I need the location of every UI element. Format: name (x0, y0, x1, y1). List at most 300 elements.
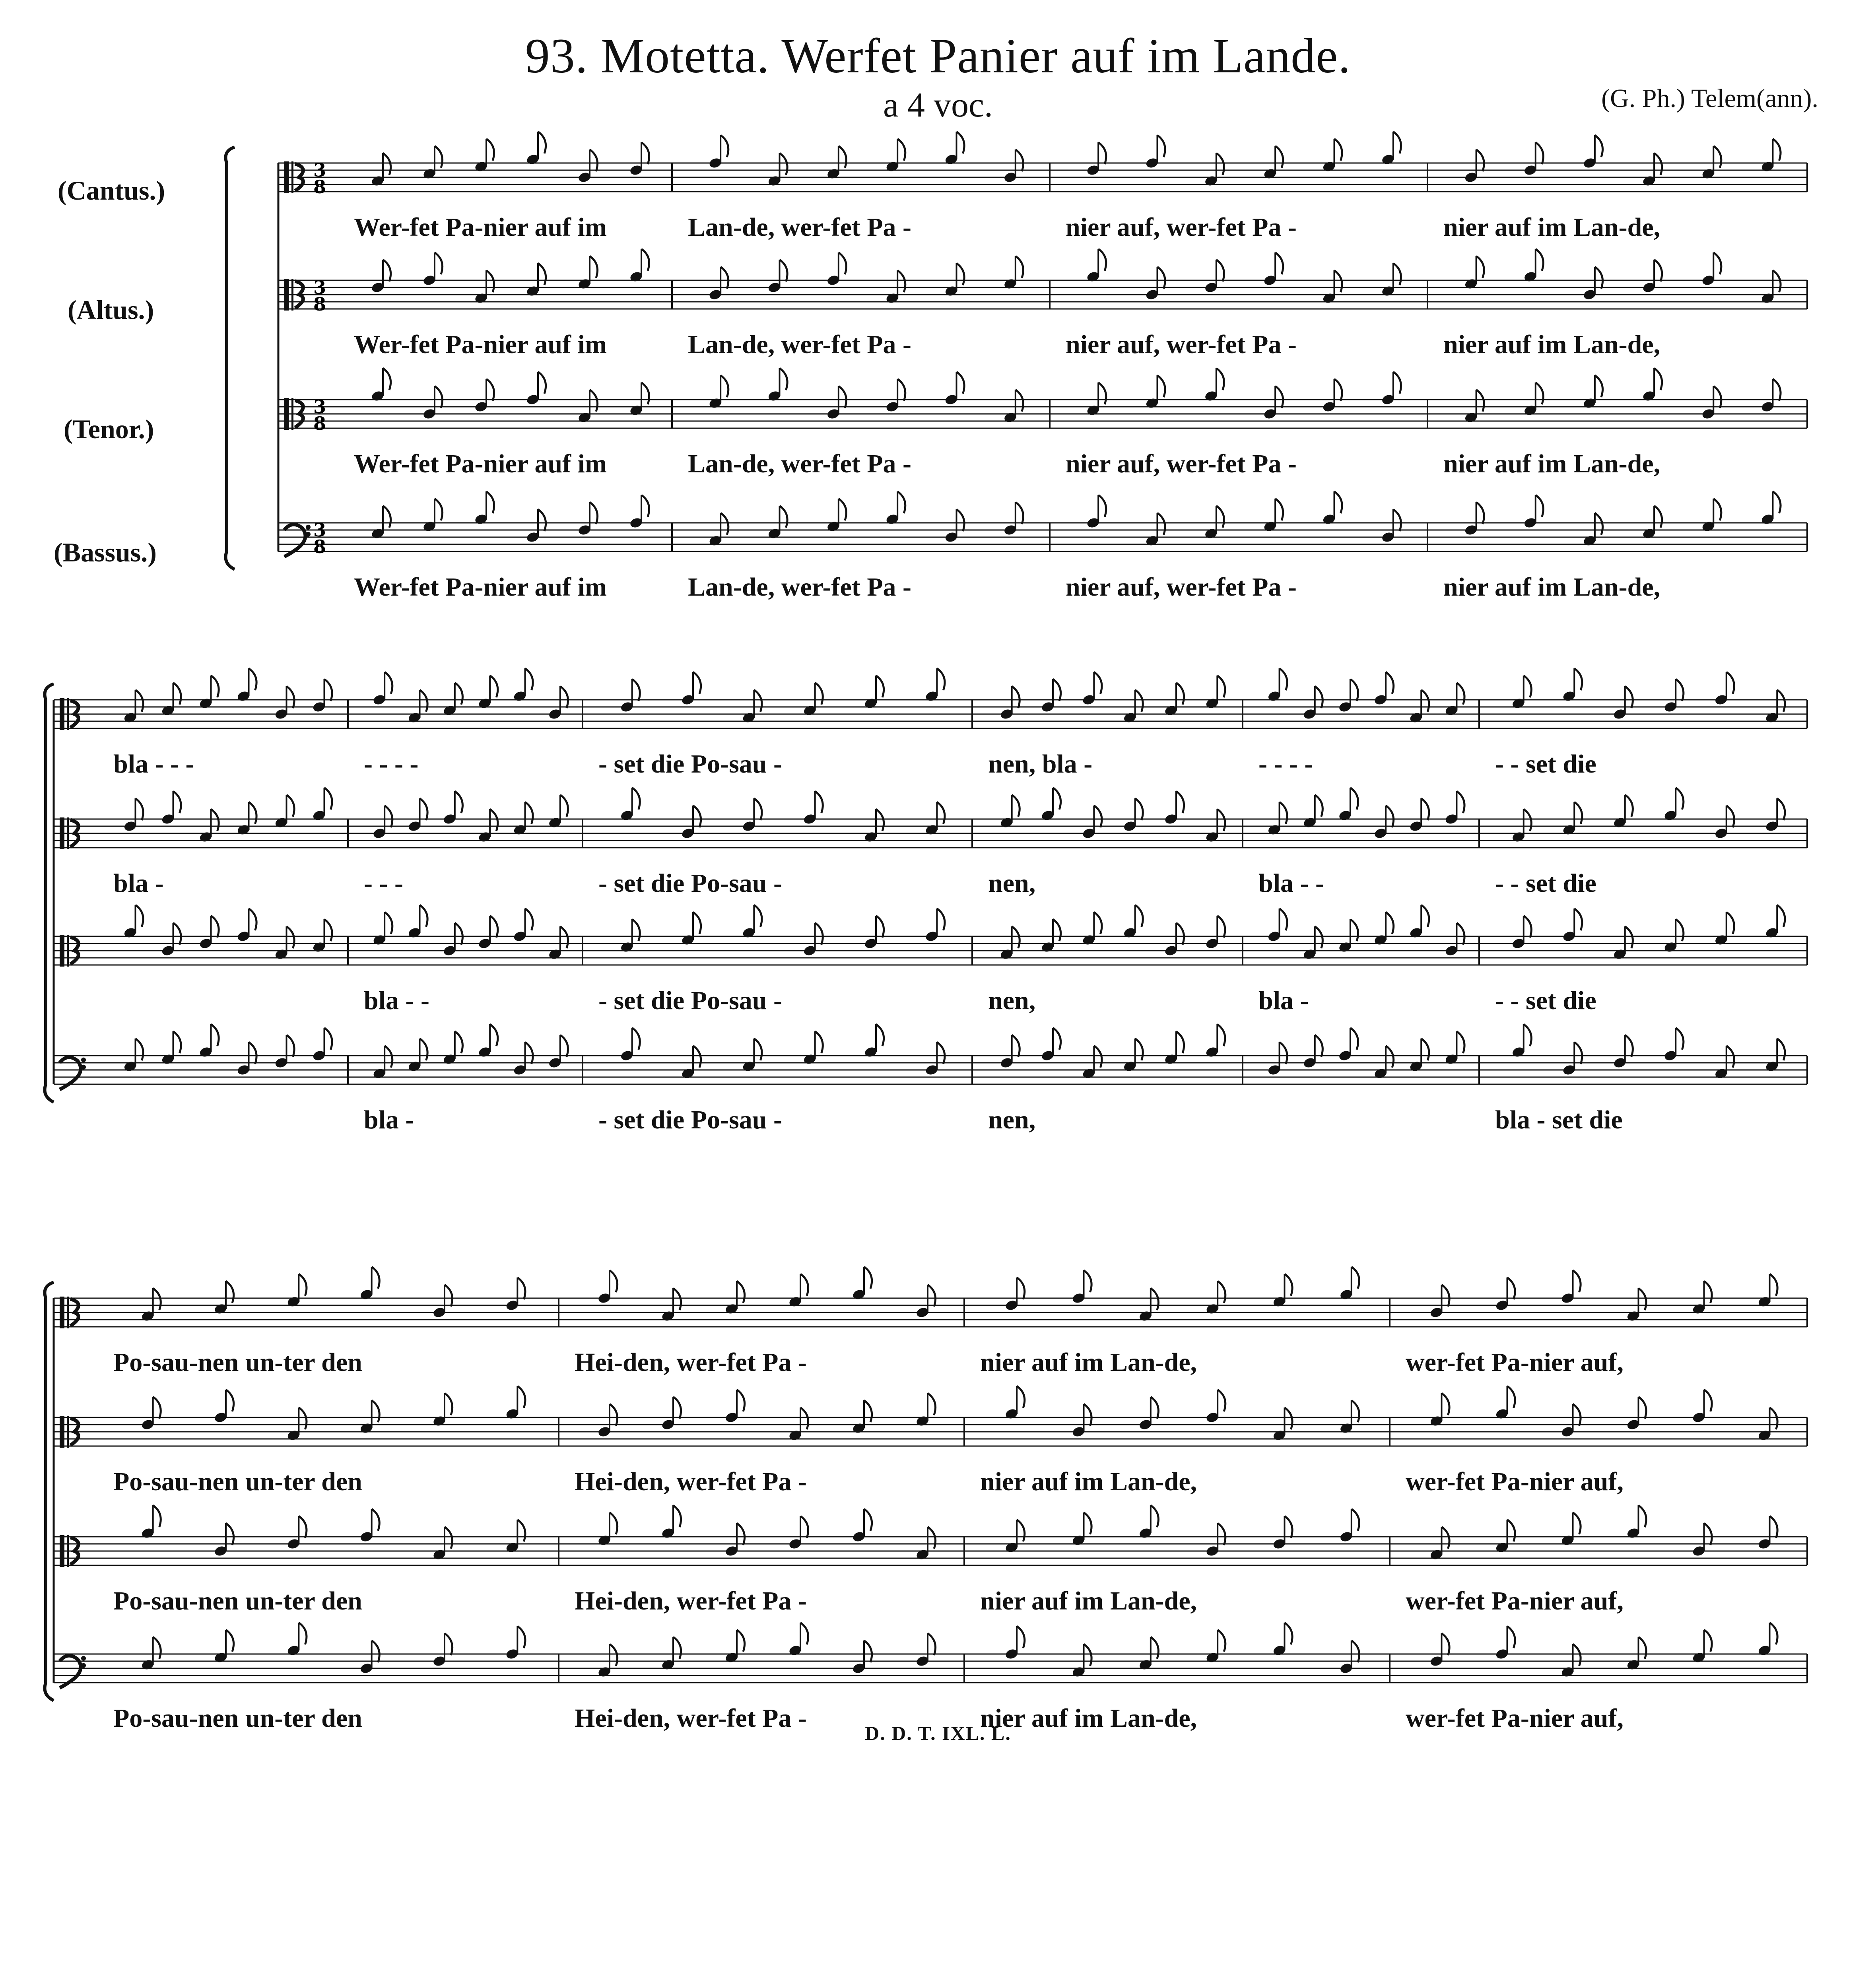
note-flag (1053, 1028, 1061, 1050)
note-flag (1595, 513, 1603, 535)
lyric-syllables: Wer-fet Pa-nier auf im (354, 330, 607, 359)
note-flag (754, 1039, 762, 1060)
note-flag (249, 802, 257, 824)
note-flag (1098, 142, 1106, 164)
note-flag (1098, 382, 1106, 404)
note-flag (1536, 382, 1544, 404)
note-flag (864, 1400, 872, 1422)
lyric-syllables: nier auf im Lan-de, (1443, 213, 1660, 242)
note-flag (383, 260, 391, 282)
note-flag (1457, 923, 1464, 945)
note-flag (525, 802, 533, 824)
lyric-syllables: Lan-de, wer-fet Pa - (688, 573, 912, 602)
c-clef-icon (60, 698, 64, 730)
note-flag (1352, 1400, 1359, 1422)
c-clef-icon (67, 817, 69, 849)
lyric-syllables: - set die Po-sau - (598, 1105, 782, 1134)
note-flag (1421, 905, 1429, 927)
note-flag (928, 1285, 936, 1307)
note-flag (1770, 1623, 1778, 1644)
note-flag (1334, 139, 1342, 161)
f-clef-dot (81, 1065, 86, 1070)
lyric-syllables: Hei-den, wer-fet Pa - (575, 1704, 807, 1733)
note-flag (1704, 1281, 1712, 1303)
note-flag (1350, 679, 1358, 701)
note-flag (1536, 142, 1544, 164)
time-signature-denominator: 8 (313, 176, 326, 198)
note-flag (1574, 668, 1582, 690)
note-flag (525, 909, 533, 930)
note-flag (287, 795, 295, 817)
lyric-syllables: nier auf, wer-fet Pa - (1066, 330, 1297, 359)
note-flag (815, 1031, 823, 1053)
note-flag (673, 1397, 681, 1419)
lyric-syllables: nier auf im Lan-de, (1443, 449, 1660, 478)
note-flag (1393, 509, 1401, 531)
note-flag (1157, 267, 1165, 289)
lyric-syllables: nen, bla - (988, 749, 1093, 779)
note-flag (1053, 919, 1061, 941)
note-flag (1536, 495, 1544, 517)
note-flag (1012, 686, 1020, 708)
note-flag (1457, 683, 1464, 705)
lyric-syllables: nier auf im Lan-de, (980, 1467, 1197, 1496)
note-flag (1216, 153, 1224, 175)
note-flag (1442, 1527, 1450, 1549)
note-flag (737, 1523, 745, 1545)
c-clef-icon (60, 1297, 64, 1328)
note-flag (1157, 513, 1165, 535)
note-flag (641, 382, 649, 404)
note-flag (800, 1516, 808, 1538)
note-flag (1573, 1404, 1581, 1426)
note-flag (1654, 506, 1662, 528)
note-flag (1350, 1028, 1358, 1050)
note-flag (1084, 1404, 1092, 1426)
note-flag (226, 1390, 234, 1411)
note-flag (1017, 1626, 1025, 1648)
note-flag (1053, 788, 1061, 810)
note-flag (173, 791, 181, 813)
note-flag (1098, 249, 1106, 271)
c-clef-icon (67, 1535, 69, 1567)
note-flag (673, 1505, 681, 1527)
note-flag (1386, 672, 1394, 694)
note-flag (1151, 1505, 1159, 1527)
lyric-syllables: nier auf, wer-fet Pa - (1066, 213, 1297, 242)
lyric-syllables: - - - (364, 869, 403, 898)
note-flag (1457, 1031, 1464, 1053)
lyric-syllables: bla - - (1258, 869, 1324, 898)
note-flag (1217, 916, 1225, 938)
lyric-syllables: wer-fet Pa-nier auf, (1406, 1586, 1624, 1615)
note-flag (1280, 802, 1288, 824)
time-signature-denominator: 8 (313, 293, 326, 315)
note-flag (1135, 798, 1143, 820)
note-flag (1017, 1520, 1025, 1541)
note-flag (1016, 256, 1023, 278)
note-flag (385, 1046, 392, 1068)
note-flag (673, 1637, 681, 1659)
note-flag (1770, 1516, 1778, 1538)
note-flag (1676, 788, 1684, 810)
note-flag (720, 375, 728, 397)
note-flag (1135, 1039, 1143, 1060)
note-flag (1639, 1505, 1647, 1527)
lyric-syllables: nen, (988, 1105, 1036, 1134)
note-flag (1176, 923, 1184, 945)
composer-attribution: (G. Ph.) Telem(ann). (1601, 84, 1818, 113)
note-flag (153, 1637, 161, 1659)
note-flag (1777, 905, 1785, 927)
note-flag (1352, 1267, 1359, 1289)
note-flag (1217, 809, 1225, 831)
lyric-syllables: nier auf im Lan-de, (980, 1586, 1197, 1615)
note-flag (372, 1267, 380, 1289)
note-flag (800, 1623, 808, 1644)
note-flag (1573, 1270, 1581, 1292)
note-flag (610, 1512, 618, 1534)
note-flag (780, 260, 788, 282)
note-flag (1350, 919, 1358, 941)
note-flag (1713, 146, 1721, 168)
f-clef-dot (306, 525, 311, 530)
lyric-syllables: - - set die (1495, 869, 1596, 898)
lyric-syllables: - - set die (1495, 986, 1596, 1015)
note-flag (1386, 912, 1394, 934)
note-flag (1676, 1028, 1684, 1050)
note-flag (1476, 390, 1484, 412)
note-flag (211, 809, 219, 831)
note-flag (1094, 672, 1102, 694)
note-flag (435, 386, 443, 408)
note-flag (957, 263, 965, 285)
note-flag (560, 795, 568, 817)
note-flag (136, 1039, 144, 1060)
lyric-syllables: wer-fet Pa-nier auf, (1406, 1467, 1624, 1496)
note-flag (385, 672, 392, 694)
note-flag (1285, 1274, 1293, 1296)
note-flag (445, 1393, 452, 1415)
note-flag (173, 923, 181, 945)
f-clef-dot (306, 532, 311, 537)
note-flag (324, 788, 332, 810)
c-clef-icon (67, 698, 69, 730)
note-flag (1524, 916, 1532, 938)
note-flag (324, 1028, 332, 1050)
note-flag (1773, 491, 1781, 513)
note-flag (1053, 679, 1061, 701)
lyric-syllables: bla - (113, 869, 164, 898)
lyric-syllables: Hei-den, wer-fet Pa - (575, 1586, 807, 1615)
note-flag (1639, 1397, 1647, 1419)
note-flag (1704, 1390, 1712, 1411)
note-flag (1094, 1046, 1102, 1068)
c-clef-icon (284, 161, 289, 193)
note-flag (560, 1035, 568, 1057)
note-flag (1676, 919, 1684, 941)
note-flag (1595, 375, 1603, 397)
note-flag (839, 252, 847, 274)
note-flag (1704, 1630, 1712, 1652)
c-clef-icon (67, 935, 69, 967)
note-flag (864, 1267, 872, 1289)
note-flag (641, 249, 649, 271)
note-flag (1094, 912, 1102, 934)
note-flag (249, 668, 257, 690)
note-flag (1639, 1288, 1647, 1310)
note-flag (1676, 679, 1684, 701)
note-flag (720, 267, 728, 289)
voice-label-bassus: (Bassus.) (54, 537, 157, 567)
note-flag (1777, 690, 1785, 712)
voice-label-altus: (Altus.) (68, 295, 154, 325)
note-flag (641, 495, 649, 517)
note-flag (1350, 788, 1358, 810)
note-flag (153, 1505, 161, 1527)
note-flag (455, 1031, 463, 1053)
note-flag (800, 1408, 808, 1429)
note-flag (1536, 249, 1544, 271)
note-flag (383, 506, 391, 528)
note-flag (435, 499, 443, 520)
lyric-syllables: Wer-fet Pa-nier auf im (354, 573, 607, 602)
note-flag (693, 1046, 701, 1068)
time-signature-denominator: 8 (313, 536, 326, 557)
note-flag (632, 788, 640, 810)
note-flag (876, 1024, 884, 1046)
note-flag (486, 270, 494, 292)
note-flag (1285, 1623, 1293, 1644)
note-flag (1285, 1408, 1293, 1429)
lyric-syllables: - - - - (1258, 749, 1313, 779)
note-flag (864, 1640, 872, 1662)
note-flag (1012, 926, 1020, 948)
note-flag (1285, 1516, 1293, 1538)
f-clef-dot (81, 1058, 86, 1062)
note-flag (538, 132, 546, 153)
page-footer: D. D. T. IXL. L. (865, 1722, 1011, 1744)
note-flag (1084, 1512, 1092, 1534)
note-flag (383, 368, 391, 390)
note-flag (211, 1024, 219, 1046)
note-flag (1094, 806, 1102, 827)
note-flag (1216, 506, 1224, 528)
note-flag (1135, 905, 1143, 927)
note-flag (1524, 676, 1532, 697)
note-flag (490, 676, 498, 697)
note-flag (1275, 386, 1283, 408)
c-clef-icon (60, 1416, 64, 1448)
lyric-syllables: Po-sau-nen un-ter den (113, 1348, 362, 1377)
note-flag (445, 1285, 452, 1307)
note-flag (1524, 1024, 1532, 1046)
note-flag (1595, 267, 1603, 289)
note-flag (1476, 256, 1484, 278)
note-flag (538, 372, 546, 394)
lyric-syllables: bla - - (364, 986, 429, 1015)
note-flag (211, 676, 219, 697)
note-flag (173, 1031, 181, 1053)
note-flag (1573, 1644, 1581, 1666)
note-flag (299, 1274, 307, 1296)
f-clef-dot (81, 1663, 86, 1668)
note-flag (517, 1520, 525, 1541)
note-flag (383, 153, 391, 175)
note-flag (1218, 1281, 1225, 1303)
time-signature-numerator: 3 (313, 277, 326, 298)
note-flag (1713, 252, 1721, 274)
note-flag (1507, 1386, 1515, 1408)
lyric-syllables: nen, (988, 986, 1036, 1015)
note-flag (1352, 1509, 1359, 1531)
system-bracket (226, 147, 235, 569)
note-flag (1777, 1039, 1785, 1060)
note-flag (490, 916, 498, 938)
note-flag (385, 912, 392, 934)
note-flag (737, 1281, 745, 1303)
note-flag (1218, 1523, 1225, 1545)
lyric-syllables: nier auf im Lan-de, (1443, 330, 1660, 359)
note-flag (1726, 806, 1734, 827)
note-flag (1135, 690, 1143, 712)
note-flag (1084, 1270, 1092, 1292)
voice-label-tenor: (Tenor.) (64, 414, 154, 444)
lyric-syllables: Lan-de, wer-fet Pa - (688, 213, 912, 242)
note-flag (1507, 1277, 1515, 1299)
note-flag (1442, 1393, 1450, 1415)
note-flag (800, 1274, 808, 1296)
note-flag (720, 135, 728, 157)
note-flag (249, 1042, 257, 1064)
page-title: 93. Motetta. Werfet Panier auf im Lande. (525, 29, 1351, 83)
lyric-syllables: Po-sau-nen un-ter den (113, 1467, 362, 1496)
note-flag (780, 506, 788, 528)
note-flag (815, 683, 823, 705)
note-flag (1176, 791, 1184, 813)
note-flag (1625, 686, 1633, 708)
note-flag (560, 686, 568, 708)
time-signature-numerator: 3 (313, 159, 326, 181)
note-flag (287, 1035, 295, 1057)
system-bracket (45, 1282, 54, 1701)
note-flag (486, 379, 494, 401)
page-subtitle: a 4 voc. (883, 86, 993, 124)
c-clef-icon (67, 1297, 69, 1328)
note-flag (590, 502, 598, 524)
note-flag (897, 491, 905, 513)
c-clef-icon (291, 161, 293, 193)
note-flag (641, 142, 649, 164)
note-flag (937, 802, 945, 824)
note-flag (937, 909, 945, 930)
note-flag (1773, 139, 1781, 161)
lyric-syllables: Lan-de, wer-fet Pa - (688, 449, 912, 478)
note-flag (1524, 809, 1532, 831)
note-flag (897, 270, 905, 292)
note-flag (226, 1281, 234, 1303)
note-flag (876, 676, 884, 697)
lyric-syllables: nier auf im Lan-de, (980, 1348, 1197, 1377)
note-flag (372, 1509, 380, 1531)
note-flag (632, 1028, 640, 1050)
c-clef-icon (291, 279, 293, 311)
note-flag (1157, 375, 1165, 397)
note-flag (1442, 1285, 1450, 1307)
note-flag (455, 923, 463, 945)
note-flag (1393, 263, 1401, 285)
note-flag (1275, 252, 1283, 274)
note-flag (490, 1024, 498, 1046)
note-flag (299, 1516, 307, 1538)
note-flag (517, 1386, 525, 1408)
lyric-syllables: wer-fet Pa-nier auf, (1406, 1348, 1624, 1377)
note-flag (249, 909, 257, 930)
note-flag (839, 499, 847, 520)
note-flag (287, 686, 295, 708)
note-flag (632, 679, 640, 701)
system-bracket (45, 684, 54, 1102)
lyric-syllables: bla - set die (1495, 1105, 1623, 1134)
note-flag (1084, 1644, 1092, 1666)
lyric-syllables: nen, (988, 869, 1036, 898)
note-flag (1151, 1637, 1159, 1659)
note-flag (173, 683, 181, 705)
note-flag (1770, 1274, 1778, 1296)
note-flag (590, 149, 598, 171)
note-flag (1773, 270, 1781, 292)
note-flag (538, 263, 546, 285)
note-flag (1654, 368, 1662, 390)
note-flag (1157, 135, 1165, 157)
note-flag (876, 809, 884, 831)
note-flag (1016, 502, 1023, 524)
c-clef-icon (284, 398, 289, 430)
note-flag (372, 1400, 380, 1422)
note-flag (136, 905, 144, 927)
c-clef-icon (60, 817, 64, 849)
note-flag (1421, 798, 1429, 820)
note-flag (1476, 149, 1484, 171)
note-flag (517, 1626, 525, 1648)
note-flag (1574, 802, 1582, 824)
note-flag (1386, 1046, 1394, 1068)
note-flag (445, 1633, 452, 1655)
note-flag (957, 509, 965, 531)
note-flag (153, 1288, 161, 1310)
note-flag (1098, 495, 1106, 517)
note-flag (1016, 149, 1023, 171)
c-clef-icon (67, 1416, 69, 1448)
lyric-syllables: nier auf, wer-fet Pa - (1066, 449, 1297, 478)
note-flag (897, 139, 905, 161)
note-flag (1017, 1386, 1025, 1408)
note-flag (1639, 1637, 1647, 1659)
note-flag (1507, 1626, 1515, 1648)
note-flag (754, 798, 762, 820)
lyric-syllables: - - - - (364, 749, 419, 779)
note-flag (1275, 146, 1283, 168)
note-flag (1151, 1288, 1159, 1310)
note-flag (324, 679, 332, 701)
note-flag (897, 379, 905, 401)
note-flag (610, 1270, 618, 1292)
note-flag (435, 252, 443, 274)
note-flag (420, 690, 428, 712)
note-flag (673, 1288, 681, 1310)
note-flag (455, 683, 463, 705)
note-flag (928, 1633, 936, 1655)
